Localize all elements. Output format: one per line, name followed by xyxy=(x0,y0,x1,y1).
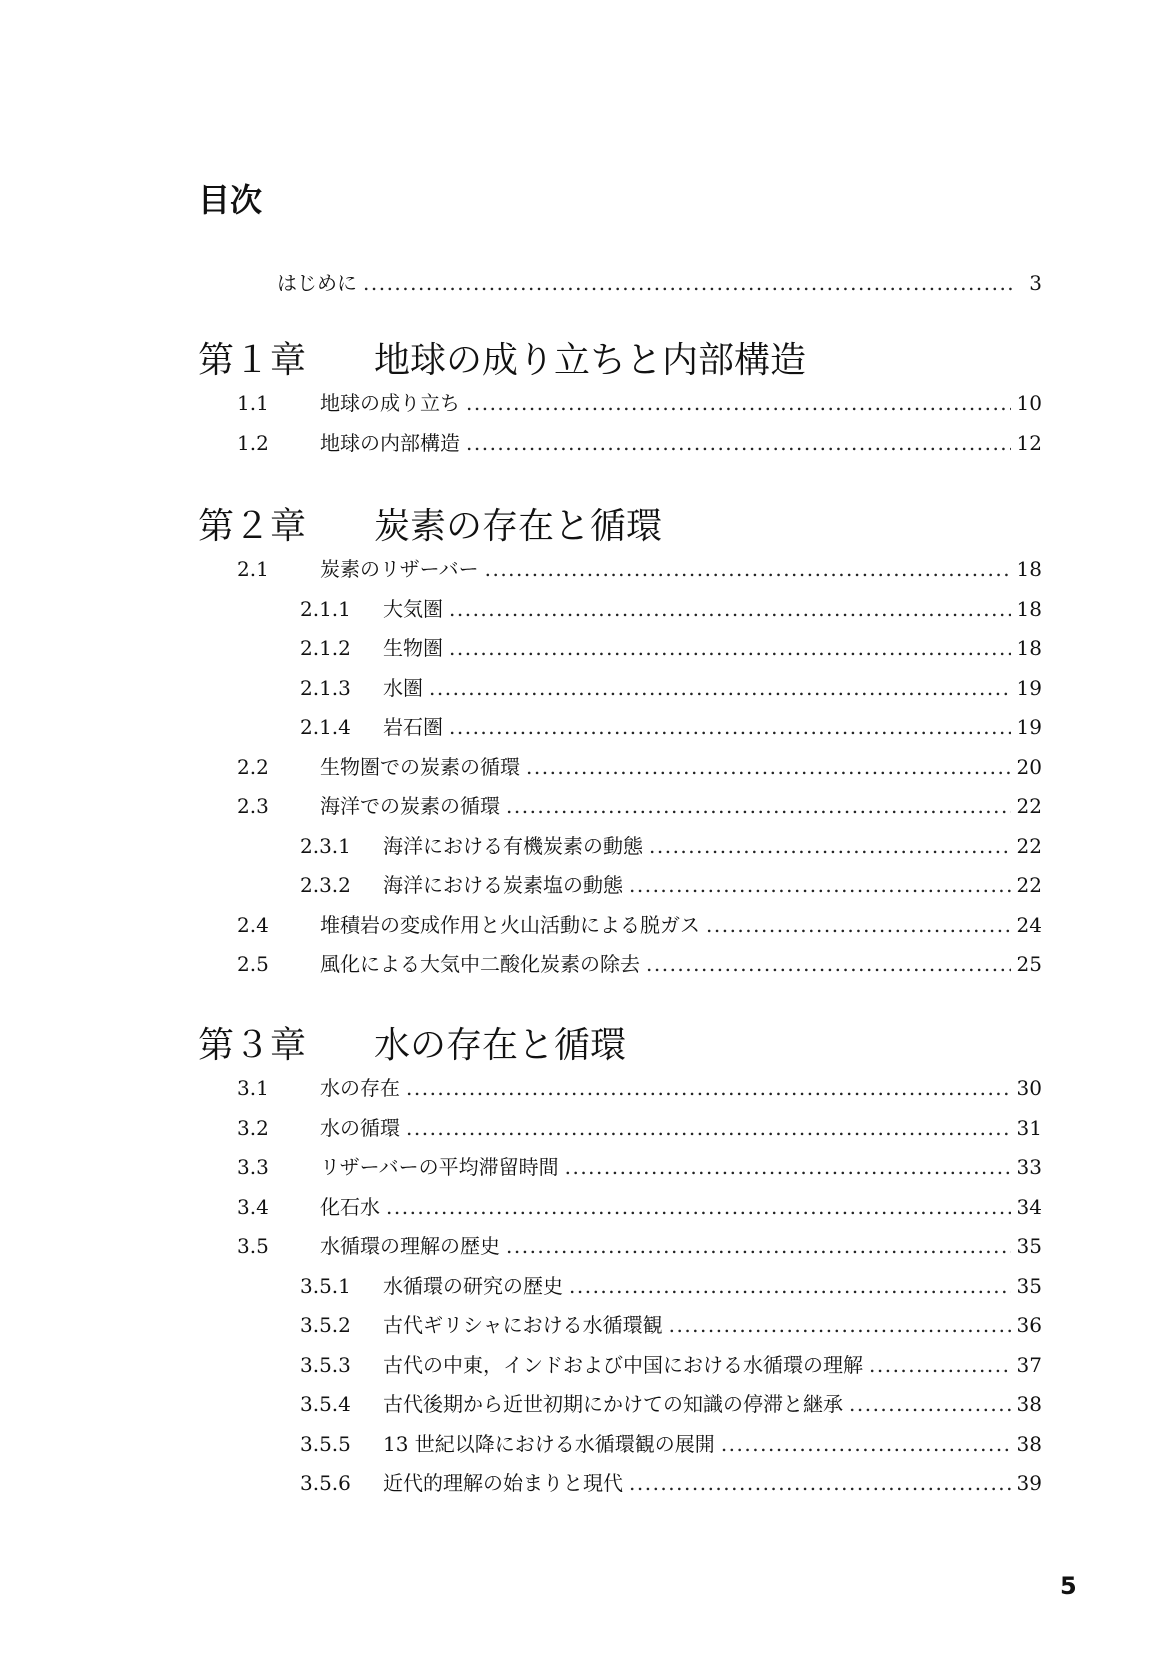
section-number: 2.1 xyxy=(237,557,269,581)
dot-leader xyxy=(669,1310,1011,1340)
toc-entry[interactable] xyxy=(300,1350,1042,1380)
section-number: 3.5.6 xyxy=(300,1471,351,1495)
chapter-title: 地球の成り立ちと内部構造 xyxy=(374,340,807,381)
section-number: 3.1 xyxy=(237,1076,269,1100)
dot-leader xyxy=(466,428,1011,458)
chapter-number: 第３章 xyxy=(198,1025,307,1066)
section-number: 1.1 xyxy=(237,391,269,415)
page-ref: 19 xyxy=(1016,715,1042,739)
toc-entry-intro[interactable] xyxy=(237,268,1042,298)
toc-entry[interactable] xyxy=(300,1310,1042,1340)
page-ref: 18 xyxy=(1016,557,1042,581)
toc-entry[interactable] xyxy=(300,1271,1042,1301)
dot-leader xyxy=(429,673,1011,703)
section-title: 水圏 xyxy=(383,675,423,700)
section-number: 2.3 xyxy=(237,794,269,818)
section-number: 2.2 xyxy=(237,754,269,779)
page-ref: 22 xyxy=(1016,794,1042,818)
dot-leader xyxy=(485,554,1011,584)
section-number: 2.1.2 xyxy=(300,636,351,660)
dot-leader xyxy=(565,1152,1011,1182)
dot-leader xyxy=(506,1231,1011,1261)
page-ref: 35 xyxy=(1016,1273,1042,1298)
section-number: 2.4 xyxy=(237,912,269,937)
dot-leader xyxy=(363,268,1012,298)
section-number: 2.3.2 xyxy=(300,873,351,897)
section-title: 海洋における炭素塩の動態 xyxy=(383,873,623,897)
page-ref: 25 xyxy=(1016,952,1042,976)
dot-leader xyxy=(869,1350,1011,1380)
section-title: 水循環の研究の歴史 xyxy=(383,1273,563,1298)
toc-entry[interactable] xyxy=(237,428,1042,458)
page-ref: 22 xyxy=(1016,833,1042,858)
dot-leader xyxy=(449,594,1011,624)
toc-entry[interactable] xyxy=(237,910,1042,940)
section-title: 海洋における有機炭素の動態 xyxy=(383,833,643,858)
dot-leader xyxy=(406,1073,1011,1103)
chapter-heading xyxy=(198,336,806,386)
chapter-title: 炭素の存在と循環 xyxy=(374,506,663,547)
section-number: 2.1.4 xyxy=(300,715,351,739)
toc-entry[interactable] xyxy=(300,1468,1042,1498)
section-title: 岩石圏 xyxy=(383,715,443,739)
page-ref: 24 xyxy=(1016,912,1042,937)
toc-entry[interactable] xyxy=(237,554,1042,584)
dot-leader xyxy=(721,1429,1011,1459)
page-ref: 22 xyxy=(1016,873,1042,897)
dot-leader xyxy=(449,712,1011,742)
toc-entry[interactable] xyxy=(237,388,1042,418)
dot-leader xyxy=(629,1468,1011,1498)
dot-leader xyxy=(526,752,1011,782)
section-title: 近代的理解の始まりと現代 xyxy=(383,1471,623,1495)
section-title: 古代の中東，インドおよび中国における水循環の理解 xyxy=(383,1352,863,1377)
section-number: 3.5 xyxy=(237,1234,269,1258)
section-number: 2.1.3 xyxy=(300,675,351,700)
dot-leader xyxy=(706,910,1011,940)
section-title: 風化による大気中二酸化炭素の除去 xyxy=(320,952,640,976)
toc-entry[interactable] xyxy=(300,594,1042,624)
section-title: 大気圏 xyxy=(383,596,443,621)
chapter-title: 水の存在と循環 xyxy=(374,1025,627,1066)
section-number: 3.5.2 xyxy=(300,1313,351,1337)
page-ref: 20 xyxy=(1016,754,1042,779)
page-ref: 37 xyxy=(1016,1352,1042,1377)
section-title: 水の循環 xyxy=(320,1115,400,1140)
page-title: 目次 xyxy=(198,181,263,219)
section-title: 地球の内部構造 xyxy=(320,430,460,455)
section-title: リザーバーの平均滞留時間 xyxy=(320,1155,559,1179)
toc-entry[interactable] xyxy=(237,1152,1042,1182)
section-title: 化石水 xyxy=(320,1194,380,1219)
section-title: 古代後期から近世初期にかけての知識の停滞と継承 xyxy=(383,1392,843,1416)
page-ref: 35 xyxy=(1016,1234,1042,1258)
section-number: 3.5.3 xyxy=(300,1352,351,1377)
section-number: 2.3.1 xyxy=(300,833,351,858)
section-title: 生物圏での炭素の循環 xyxy=(320,754,520,779)
dot-leader xyxy=(506,791,1011,821)
page-ref: 30 xyxy=(1016,1076,1042,1100)
page-ref: 39 xyxy=(1016,1471,1042,1495)
section-title: はじめに xyxy=(277,271,357,295)
toc-entry[interactable] xyxy=(300,712,1042,742)
section-title: 水循環の理解の歴史 xyxy=(320,1234,500,1258)
dot-leader xyxy=(629,870,1011,900)
page-ref: 3 xyxy=(1029,271,1042,295)
section-number: 3.4 xyxy=(237,1194,269,1219)
toc-entry[interactable] xyxy=(237,1192,1042,1222)
toc-entry[interactable] xyxy=(300,633,1042,663)
toc-entry[interactable] xyxy=(300,831,1042,861)
section-number: 3.2 xyxy=(237,1115,269,1140)
section-number: 3.5.5 xyxy=(300,1431,351,1456)
section-number: 3.3 xyxy=(237,1155,269,1179)
page-ref: 38 xyxy=(1016,1392,1042,1416)
dot-leader xyxy=(449,633,1011,663)
dot-leader xyxy=(646,949,1011,979)
toc-entry[interactable] xyxy=(300,673,1042,703)
section-title: 生物圏 xyxy=(383,636,443,660)
page-ref: 36 xyxy=(1016,1313,1042,1337)
section-number: 3.5.1 xyxy=(300,1273,351,1298)
section-title: 炭素のリザーバー xyxy=(320,557,479,581)
section-title: 地球の成り立ち xyxy=(320,391,460,415)
section-number: 3.5.4 xyxy=(300,1392,351,1416)
section-title: 古代ギリシャにおける水循環観 xyxy=(383,1313,663,1337)
section-number: 2.1.1 xyxy=(300,596,351,621)
page-ref: 18 xyxy=(1016,636,1042,660)
section-title: 堆積岩の変成作用と火山活動による脱ガス xyxy=(320,912,700,937)
dot-leader xyxy=(406,1113,1011,1143)
chapter-number: 第２章 xyxy=(198,506,307,547)
toc-entry[interactable] xyxy=(237,949,1042,979)
toc-entry[interactable] xyxy=(237,1073,1042,1103)
page-ref: 31 xyxy=(1016,1115,1042,1140)
page-ref: 34 xyxy=(1016,1194,1042,1219)
toc-entry[interactable] xyxy=(300,1389,1042,1419)
section-title: 水の存在 xyxy=(320,1076,400,1100)
section-number: 1.2 xyxy=(237,430,269,455)
dot-leader xyxy=(569,1271,1011,1301)
section-title: 海洋での炭素の循環 xyxy=(320,794,500,818)
page-ref: 33 xyxy=(1016,1155,1042,1179)
page-ref: 10 xyxy=(1016,391,1042,415)
chapter-number: 第１章 xyxy=(198,340,307,381)
dot-leader xyxy=(466,388,1011,418)
chapter-heading xyxy=(198,1021,626,1071)
dot-leader xyxy=(386,1192,1011,1222)
section-number: 2.5 xyxy=(237,952,269,976)
page-ref: 12 xyxy=(1016,430,1042,455)
dot-leader xyxy=(849,1389,1011,1419)
page-ref: 19 xyxy=(1016,675,1042,700)
page-number: 5 xyxy=(1060,1572,1077,1600)
section-title: 13 世紀以降における水循環観の展開 xyxy=(383,1431,715,1456)
dot-leader xyxy=(649,831,1011,861)
toc-entry[interactable] xyxy=(237,1231,1042,1261)
toc-entry[interactable] xyxy=(300,1429,1042,1459)
toc-entry[interactable] xyxy=(237,1113,1042,1143)
toc-entry[interactable] xyxy=(237,791,1042,821)
toc-entry[interactable] xyxy=(237,752,1042,782)
chapter-heading xyxy=(198,502,662,552)
page-ref: 18 xyxy=(1016,596,1042,621)
toc-entry[interactable] xyxy=(300,870,1042,900)
page-ref: 38 xyxy=(1016,1431,1042,1456)
